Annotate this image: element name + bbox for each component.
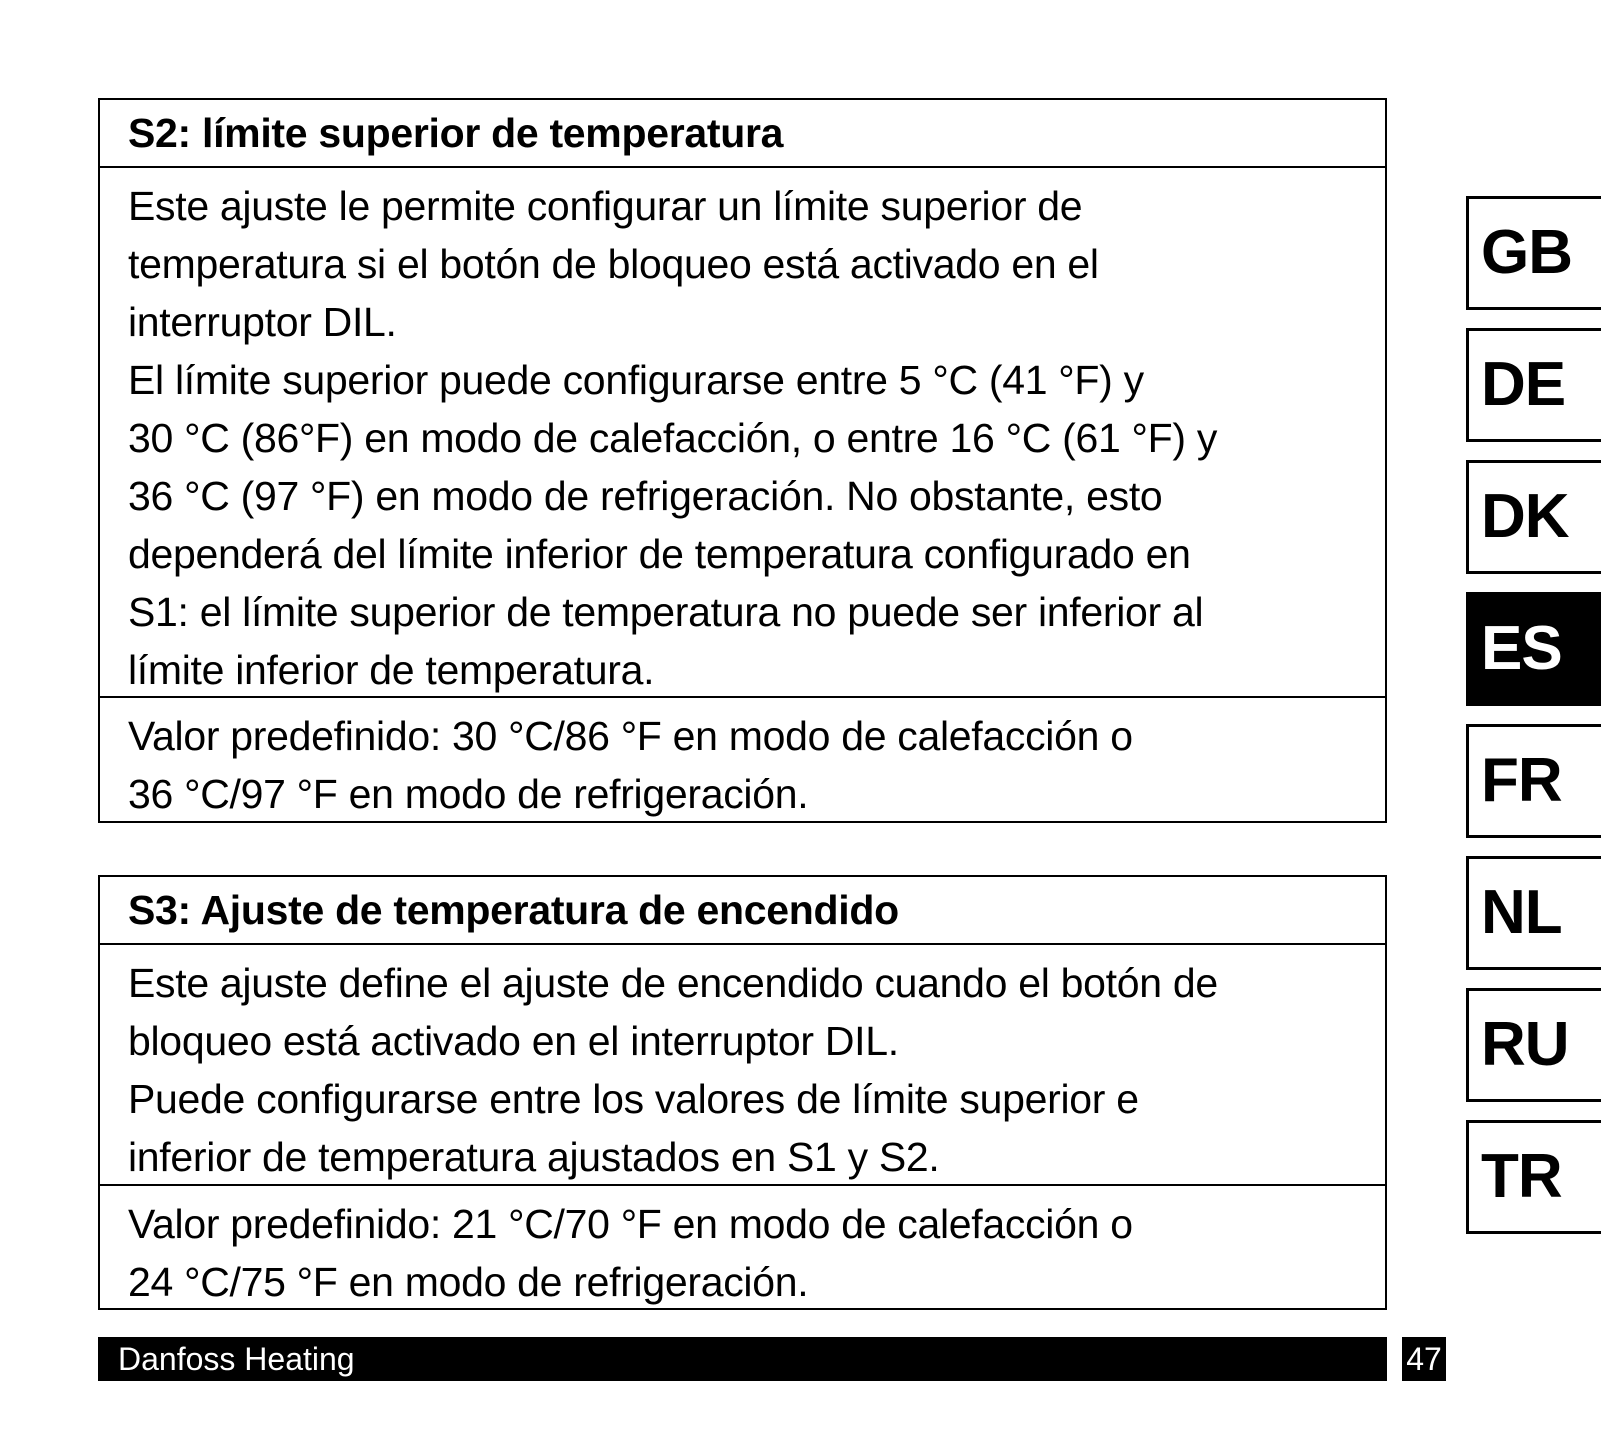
lang-tab-nl[interactable]: NL xyxy=(1466,856,1601,970)
description-line: dependerá del límite inferior de temperatura configurado en xyxy=(128,531,1191,577)
lang-tab-de[interactable]: DE xyxy=(1466,328,1601,442)
section-title: S2: límite superior de temperatura xyxy=(128,110,784,156)
lang-tab-gb[interactable]: GB xyxy=(1466,196,1601,310)
default-line: Valor predefinido: 30 °C/86 °F en modo de calefacción o xyxy=(128,713,1133,759)
description-line: bloqueo está activado en el interruptor DIL. xyxy=(128,1018,899,1064)
description-line: 30 °C (86°F) en modo de calefacción, o entre 16 °C (61 °F) y xyxy=(128,415,1218,461)
lang-tab-ru[interactable]: RU xyxy=(1466,988,1601,1102)
description-line: inferior de temperatura ajustados en S1 y S2. xyxy=(128,1134,940,1180)
section-title: S3: Ajuste de temperatura de encendido xyxy=(128,887,899,933)
lang-tab-tr[interactable]: TR xyxy=(1466,1120,1601,1234)
description-line: interruptor DIL. xyxy=(128,299,397,345)
description-line: Puede configurarse entre los valores de límite superior e xyxy=(128,1076,1139,1122)
description-line: temperatura si el botón de bloqueo está activado en el xyxy=(128,241,1099,287)
page-number: 47 xyxy=(1402,1337,1446,1381)
default-line: 36 °C/97 °F en modo de refrigeración. xyxy=(128,771,809,817)
description-line: Este ajuste le permite configurar un límite superior de xyxy=(128,183,1083,229)
lang-tab-fr[interactable]: FR xyxy=(1466,724,1601,838)
description-line: límite inferior de temperatura. xyxy=(128,647,655,693)
section-description xyxy=(100,943,1385,1184)
section-description xyxy=(100,166,1385,696)
description-line: Este ajuste define el ajuste de encendido cuando el botón de xyxy=(128,960,1218,1006)
lang-tab-dk[interactable]: DK xyxy=(1466,460,1601,574)
lang-tab-es[interactable]: ES xyxy=(1466,592,1601,706)
section-s3 xyxy=(98,875,1387,1310)
description-line: S1: el límite superior de temperatura no puede ser inferior al xyxy=(128,589,1204,635)
default-line: 24 °C/75 °F en modo de refrigeración. xyxy=(128,1259,809,1305)
default-line: Valor predefinido: 21 °C/70 °F en modo de calefacción o xyxy=(128,1201,1133,1247)
section-s2 xyxy=(98,98,1387,823)
description-line: El límite superior puede configurarse entre 5 °C (41 °F) y xyxy=(128,357,1144,403)
default-value xyxy=(100,696,1385,821)
default-value xyxy=(100,1184,1385,1308)
description-line: 36 °C (97 °F) en modo de refrigeración. No obstante, esto xyxy=(128,473,1163,519)
footer-brand: Danfoss Heating xyxy=(98,1337,1387,1381)
